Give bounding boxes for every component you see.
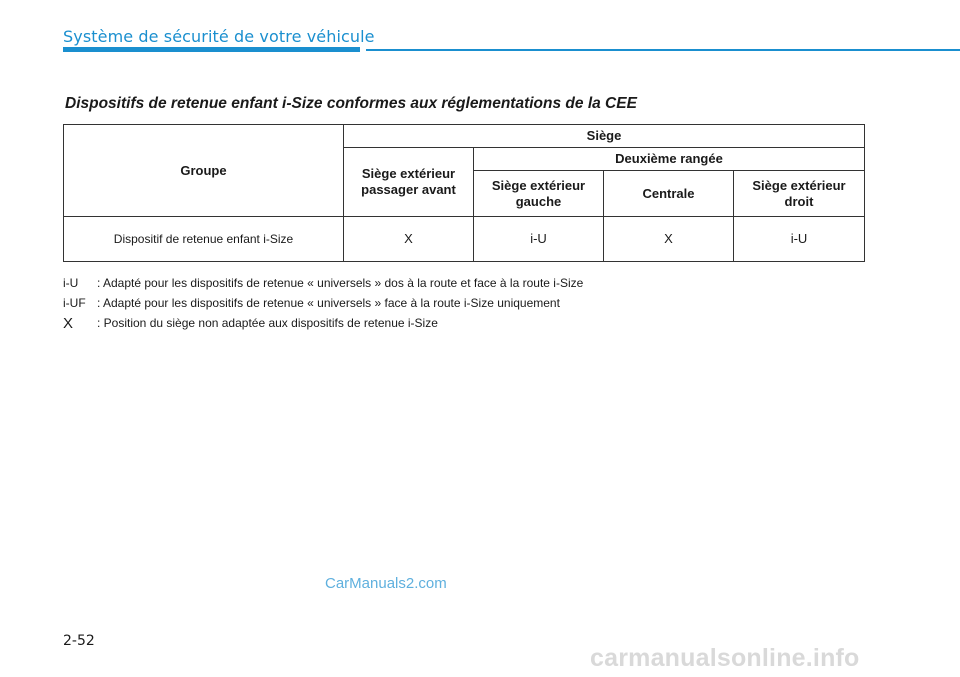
table-row (64, 217, 865, 262)
cell-second-row-right: i-U (734, 217, 865, 262)
header-rule-thin (366, 49, 960, 51)
legend-item (63, 313, 583, 333)
seat-header: Siège (344, 125, 865, 148)
legend-key: X (63, 314, 74, 332)
compatibility-table (63, 124, 865, 262)
legend-key: i-U (63, 276, 79, 290)
second-row-center-header: Centrale (604, 171, 734, 217)
legend-text: : Adapté pour les dispositifs de retenue « universels » face à la route i-Size uniquement (97, 296, 560, 310)
second-row-left-header: Siège extérieur gauche (474, 171, 604, 217)
second-row-right-header: Siège extérieur droit (734, 171, 865, 217)
footer-brand: carmanualsonline.info (590, 644, 860, 672)
page-number: 2-52 (63, 633, 95, 649)
cell-front-passenger: X (344, 217, 474, 262)
section-title: Système de sécurité de votre véhicule (63, 27, 375, 46)
cell-second-row-left: i-U (474, 217, 604, 262)
legend-item (63, 293, 583, 313)
legend-text: : Position du siège non adaptée aux dispositifs de retenue i-Size (97, 316, 438, 330)
legend-key: i-UF (63, 296, 86, 310)
legend-text: : Adapté pour les dispositifs de retenue « universels » dos à la route et face à la route i-Size (97, 276, 584, 290)
header-rule-thick (63, 47, 360, 52)
cell-second-row-center: X (604, 217, 734, 262)
group-header: Groupe (64, 125, 344, 217)
second-row-header: Deuxième rangée (474, 148, 865, 171)
legend (63, 273, 583, 333)
page-heading: Dispositifs de retenue enfant i-Size conformes aux réglementations de la CEE (65, 95, 637, 112)
watermark-link[interactable]: CarManuals2.com (325, 575, 447, 592)
row-label: Dispositif de retenue enfant i-Size (64, 217, 344, 262)
legend-item (63, 273, 583, 293)
front-passenger-header: Siège extérieur passager avant (344, 148, 474, 217)
